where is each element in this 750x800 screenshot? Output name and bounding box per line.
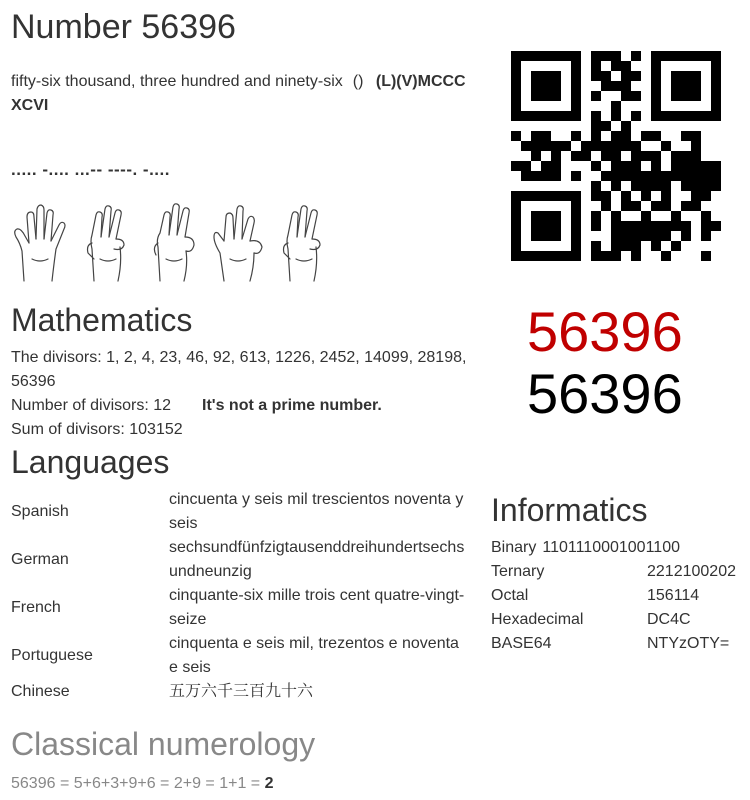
info-name: Octal <box>491 587 529 604</box>
pronunciation-paren: () <box>352 73 364 90</box>
info-value: NTYzOTY= <box>647 635 730 652</box>
prime-status: It's not a prime number. <box>202 397 382 414</box>
qr-code-icon <box>511 51 721 261</box>
hand-five-icon <box>10 203 74 283</box>
english-words: fifty-six thousand, three hundred and ninety-six <box>11 73 343 90</box>
number-of-divisors: Number of divisors: 12 <box>11 397 172 414</box>
language-name: Chinese <box>11 683 70 700</box>
language-name: German <box>11 551 69 568</box>
numerology-formula-line <box>11 772 274 796</box>
hand-three-icon <box>150 203 206 283</box>
language-name: French <box>11 599 61 616</box>
language-value <box>169 584 469 632</box>
page-title: Number 56396 <box>11 8 236 46</box>
info-name: Ternary <box>491 563 545 580</box>
hand-nine-icon <box>210 203 270 283</box>
info-value: DC4C <box>647 611 691 628</box>
divisors-list <box>11 346 481 394</box>
roman-numeral-line1: (L)(V)MCCC <box>375 73 466 90</box>
language-value-line1: sechsundfünfzigtausenddreihundertsechs <box>169 539 465 556</box>
hand-six-icon <box>82 203 138 283</box>
info-name: BASE64 <box>491 635 552 652</box>
info-name: Hexadecimal <box>491 611 584 628</box>
language-value-line2: undneunzig <box>169 563 252 580</box>
numerology-heading: Classical numerology <box>11 726 316 762</box>
language-row-portuguese <box>11 632 481 680</box>
info-row-octal <box>491 584 750 608</box>
language-value-line2: seis <box>169 515 198 532</box>
language-name: Spanish <box>11 503 69 520</box>
language-value <box>169 680 469 704</box>
info-row-base64 <box>491 632 750 656</box>
number-display-black: 56396 <box>527 362 683 425</box>
language-name: Portuguese <box>11 647 93 664</box>
language-row-chinese <box>11 680 481 704</box>
language-value-line1: cinquante-six mille trois cent quatre-vingt- <box>169 587 465 604</box>
informatics-heading: Informatics <box>491 492 648 528</box>
language-value-line2: seize <box>169 611 207 628</box>
sign-language-hands-icon <box>10 203 340 283</box>
morse-code: ..... -.... ...-- ----. -.... <box>11 160 170 179</box>
roman-numeral-line2: XCVI <box>11 97 49 114</box>
hand-six-icon-2 <box>278 203 334 283</box>
language-row-german <box>11 536 481 584</box>
numerology-formula: 56396 = 5+6+3+9+6 = 2+9 = 1+1 = <box>11 775 261 792</box>
language-row-spanish <box>11 488 481 536</box>
numerology-result: 2 <box>264 775 274 792</box>
language-value-line1: cinquenta e seis mil, trezentos e noventa <box>169 635 459 652</box>
info-value: 2212100202 <box>647 563 736 580</box>
info-row-ternary <box>491 560 750 584</box>
language-value <box>169 488 469 536</box>
info-name: Binary <box>491 539 537 556</box>
sum-of-divisors: Sum of divisors: 103152 <box>11 421 183 438</box>
mathematics-heading: Mathematics <box>11 302 193 338</box>
info-value: 156114 <box>647 587 700 604</box>
language-value <box>169 632 469 680</box>
language-row-french <box>11 584 481 632</box>
language-value-line2: e seis <box>169 659 211 676</box>
number-display-red: 56396 <box>527 300 683 363</box>
info-row-binary <box>491 536 750 560</box>
divisors-line2: 56396 <box>11 373 56 390</box>
divisors-line1: The divisors: 1, 2, 4, 23, 46, 92, 613, 1226, 2452, 14099, 28198, <box>11 349 467 366</box>
language-value <box>169 536 469 584</box>
language-value-line1: 五万六千三百九十六 <box>169 683 314 700</box>
info-value: 1101110001001100 <box>542 539 680 556</box>
language-value-line1: cincuenta y seis mil trescientos noventa y <box>169 491 464 508</box>
info-row-hexadecimal <box>491 608 750 632</box>
languages-heading: Languages <box>11 444 170 480</box>
number-words <box>11 70 481 118</box>
